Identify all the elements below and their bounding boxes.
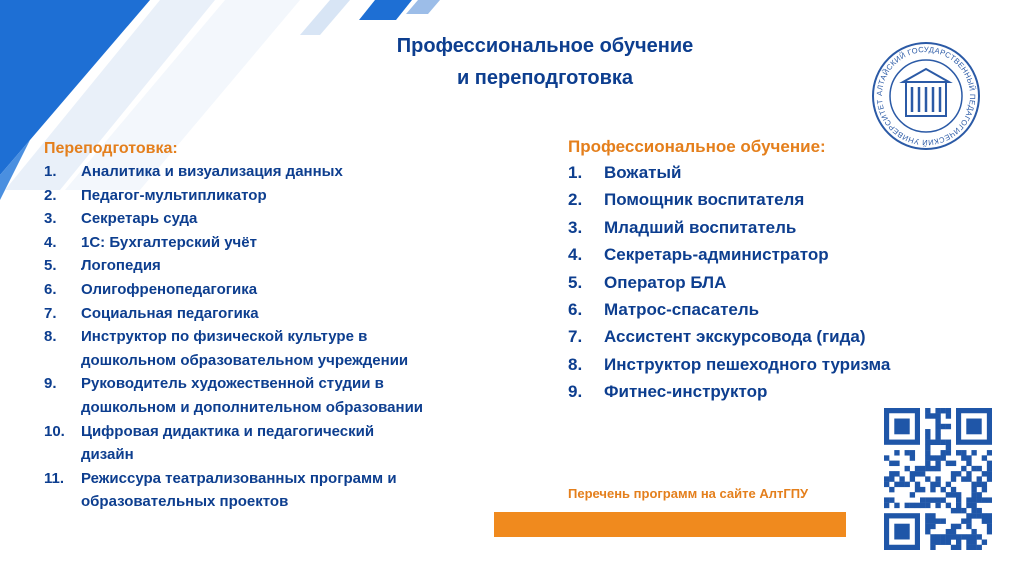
item-text <box>81 231 514 255</box>
item-number: 5. <box>568 272 583 292</box>
retraining-item <box>44 325 514 372</box>
retraining-item <box>44 278 514 302</box>
item-number: 3. <box>568 217 583 237</box>
item-text <box>81 325 514 372</box>
item-number: 4. <box>568 245 583 265</box>
item-number: 9. <box>44 375 57 393</box>
retraining-section <box>44 138 514 514</box>
item-number: 5. <box>44 257 57 275</box>
item-text-line: Секретарь суда <box>81 210 198 228</box>
item-text-line: 1С: Бухгалтерский учёт <box>81 233 257 251</box>
retraining-item <box>44 254 514 278</box>
item-text: Оператор БЛА <box>604 272 727 292</box>
item-text-line: Цифровая дидактика и педагогический <box>81 422 375 440</box>
item-text-line: Социальная педагогика <box>81 304 259 322</box>
item-text: Младший воспитатель <box>604 217 797 237</box>
training-item <box>568 378 988 405</box>
item-text <box>81 207 514 231</box>
training-item <box>568 323 988 350</box>
retraining-item <box>44 231 514 255</box>
item-number: 6. <box>44 280 57 298</box>
item-number: 1. <box>44 163 57 180</box>
item-text-line: Режиссура театрализованных программ и <box>81 469 397 487</box>
item-number: 7. <box>44 304 57 322</box>
item-number: 1. <box>568 163 583 182</box>
item-number: 11. <box>44 469 65 487</box>
training-item <box>568 186 988 213</box>
item-number: 3. <box>44 210 57 228</box>
item-number: 2. <box>44 186 57 204</box>
seal-ring-text: АЛТАЙСКИЙ ГОСУДАРСТВЕННЫЙ ПЕДАГОГИЧЕСКИЙ УНИВЕРСИТЕТ <box>874 44 978 148</box>
retraining-item <box>44 302 514 326</box>
retraining-item <box>44 160 514 184</box>
item-number: 2. <box>568 190 583 210</box>
item-number: 9. <box>568 382 583 402</box>
item-text: Фитнес-инструктор <box>604 382 768 402</box>
item-number: 8. <box>568 354 583 374</box>
item-text <box>81 254 514 278</box>
retraining-item <box>44 372 514 419</box>
training-item <box>568 351 988 378</box>
item-text <box>81 302 514 326</box>
item-text: Матрос-спасатель <box>604 300 760 320</box>
title-line-2: и переподготовка <box>456 67 634 89</box>
training-item <box>568 296 988 323</box>
training-item <box>568 269 988 296</box>
training-section <box>568 134 988 406</box>
item-text-line: Аналитика и визуализация данных <box>81 163 343 180</box>
orange-bar <box>494 512 846 537</box>
retraining-list <box>44 160 514 514</box>
item-text-line: Педагог-мультипликатор <box>81 186 267 204</box>
item-text <box>81 278 514 302</box>
qr-code-icon[interactable] <box>884 408 992 550</box>
retraining-heading: Переподготовка: <box>44 140 178 157</box>
training-item <box>568 159 988 186</box>
item-text-line: Руководитель художественной студии в <box>81 375 384 393</box>
item-text: Секретарь-администратор <box>604 245 829 265</box>
item-text <box>81 372 514 419</box>
program-list-link[interactable]: Перечень программ на сайте АлтГПУ <box>568 486 809 501</box>
item-text: Вожатый <box>604 163 682 182</box>
retraining-item <box>44 467 514 514</box>
item-text <box>81 160 514 184</box>
item-text-line: Инструктор по физической культуре в <box>81 328 368 346</box>
retraining-item <box>44 420 514 467</box>
item-text <box>81 420 514 467</box>
title-line-1: Профессиональное обучение <box>396 35 694 57</box>
training-list <box>568 159 988 406</box>
item-text: Ассистент экскурсовода (гида) <box>604 327 866 347</box>
page-title <box>330 30 760 94</box>
item-text-line: образовательных проектов <box>81 493 289 511</box>
item-text-line: Логопедия <box>81 257 161 275</box>
item-number: 6. <box>568 300 583 320</box>
item-text-line: Олигофренопедагогика <box>81 280 258 298</box>
item-number: 8. <box>44 328 57 346</box>
training-item <box>568 241 988 268</box>
item-text <box>81 467 514 514</box>
item-text <box>81 184 514 208</box>
retraining-item <box>44 207 514 231</box>
item-text-line: дошкольном образовательном учреждении <box>81 351 409 369</box>
item-text-line: дошкольном и дополнительном образовании <box>81 398 424 416</box>
training-item <box>568 214 988 241</box>
item-text-line: дизайн <box>81 446 134 464</box>
item-number: 10. <box>44 422 65 440</box>
item-text: Инструктор пешеходного туризма <box>604 354 891 374</box>
retraining-item <box>44 184 514 208</box>
training-heading: Профессиональное обучение: <box>568 137 826 156</box>
item-number: 4. <box>44 233 57 251</box>
item-text: Помощник воспитателя <box>604 190 805 210</box>
item-number: 7. <box>568 327 583 347</box>
